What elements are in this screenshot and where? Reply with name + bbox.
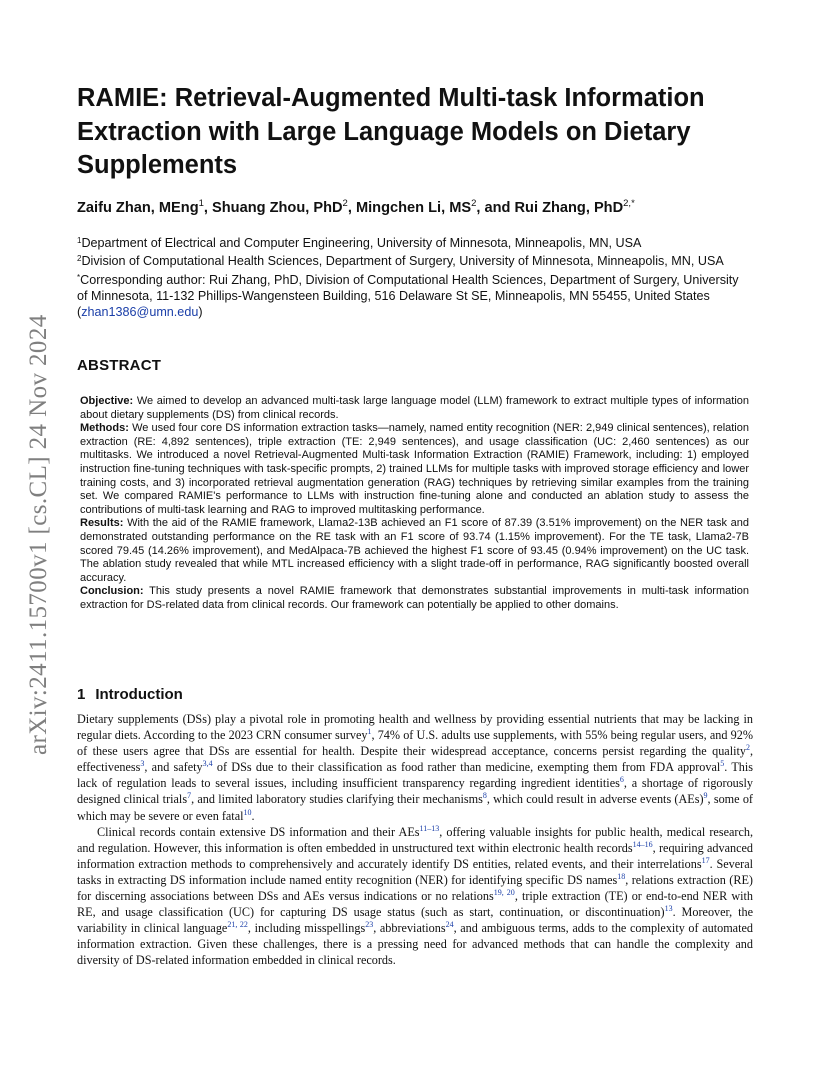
- text-run: of DSs due to their classification as food rather than medicine, exempting them from FDA approval: [212, 760, 721, 775]
- author-list: [77, 194, 777, 218]
- text-run: Dietary supplements (DSs) play a pivotal role in promoting health and wellness by providing essential nutrients that may be lacking in regular diets. According to the 2023 CRN consumer survey: [77, 712, 753, 743]
- citation-link[interactable]: 10: [243, 807, 252, 817]
- citation-link[interactable]: 18: [617, 871, 626, 881]
- introduction-body: [77, 711, 753, 969]
- text-run: .: [251, 808, 255, 823]
- text-run: , and safety: [144, 760, 203, 775]
- text-run: , abbreviations: [373, 921, 446, 936]
- author-4: Rui Zhang, PhD$^{2,*}$: [514, 198, 635, 216]
- citation-link[interactable]: 3,4: [202, 759, 213, 769]
- citation-link[interactable]: 19, 20: [493, 888, 515, 898]
- author-2: Shuang Zhou, PhD$^2$,: [212, 198, 356, 216]
- citation-link[interactable]: 17: [701, 855, 710, 865]
- text-run: , some of which may be severe or even fatal: [77, 792, 753, 823]
- intro-paragraph-2: [77, 824, 753, 969]
- section-heading-introduction: 1 Introduction: [77, 686, 183, 703]
- citation-link[interactable]: 21, 22: [227, 920, 248, 930]
- text-run: , and limited laboratory studies clarifying their mechanisms: [191, 792, 483, 807]
- citation-link[interactable]: 24: [445, 920, 454, 930]
- citation-link[interactable]: 7: [187, 791, 192, 801]
- affiliation-1: $^1$Department of Electrical and Computer Engineering, University of Minnesota, Minneapolis, MN, USA: [77, 236, 642, 250]
- citation-link[interactable]: 11–13: [419, 823, 440, 833]
- text-run: , relations extraction (RE) for discerning associations between DSs and AEs versus indications or no relations: [77, 872, 753, 904]
- citation-link[interactable]: 6: [619, 775, 624, 785]
- citation-link[interactable]: 9: [703, 791, 708, 801]
- text-run: , effectiveness: [77, 744, 753, 775]
- author-1: Zaifu Zhan, MEng$^1$,: [77, 198, 213, 216]
- abstract-conclusion: Conclusion: This study presents a novel RAMIE framework that demonstrates substantial improvements in multi-task information extraction for DS-related data from clinical records. Our framework can potentially be applied to other domains.: [80, 585, 749, 611]
- citation-link[interactable]: 1: [367, 727, 372, 737]
- text-run: Clinical records contain extensive DS information and their AEs: [97, 824, 420, 839]
- paper-title: RAMIE: Retrieval-Augmented Multi-task Information Extraction with Large Language Models on Dietary Supplements: [77, 84, 705, 179]
- text-run: . This lack of regulation leads to several issues, including insufficient transparency regarding ingredient identities: [77, 760, 753, 791]
- abstract-methods: Methods: We used four core DS information extraction tasks—namely, named entity recognition (NER: 2,949 clinical sentences), relation extraction (RE: 4,892 sentences), triple extraction (TE: 2,949 sentences), and usage classification (UC: 2,460 sentences) as our multitasks. We introduced a novel Retrieval-Augmented Multi-task Information Extraction (RAMIE) Framework, including: 1) employed instruction fine-tuning techniques with task-specific prompts, 2) trained LLMs for multiple tasks with improved storage efficiency and lower training costs, and 3) incorporated retrieval augmentation generation (RAG) techniques by retrieving similar examples from the training set. We compared RAMIE's performance to LLMs with instruction fine-tuning alone and conducted an ablation study to assess the contributions of multi-task learning and RAG to improved multitasking performance.: [80, 422, 749, 516]
- citation-link[interactable]: 13: [664, 904, 673, 914]
- citation-link[interactable]: 3: [140, 759, 145, 769]
- text-run: , triple extraction (TE) or end-to-end NER with RE, and usage classification (UC) for capturing DS usage status (such as start, continuation, or discontinuation): [77, 889, 753, 920]
- text-run: , a shortage of rigorously designed clinical trials: [77, 776, 753, 807]
- abstract-results: Results: With the aid of the RAMIE framework, Llama2-13B achieved an F1 score of 87.39 (3.51% improvement) on the NER task and demonstrated outstanding performance on the RE task with an F1 score of 93.74 (1.15% improvement). For the TE task, Llama2-7B scored 79.45 (14.26% improvement), and MedAlpaca-7B achieved the highest F1 score of 93.45 (0.94% improvement) on the UC task. The ablation study revealed that while MTL increased efficiency with a slight trade-off in performance, RAG significantly boosted overall accuracy.: [80, 517, 750, 584]
- affiliations: [77, 233, 749, 320]
- text-run: . Moreover, the variability in clinical language: [77, 905, 753, 936]
- citation-link[interactable]: 8: [482, 791, 487, 801]
- text-run: , 74% of U.S. adults use supplements, with 55% being regular users, and 92% of these users agree that DSs are essential for health. Despite their widespread acceptance, concerns persist regarding the quality: [77, 728, 753, 759]
- text-run: , requiring advanced information extraction methods to comprehensively and accurately identify DS entities, related events, and their interrelations: [77, 840, 753, 871]
- citation-link[interactable]: 14–16: [632, 839, 653, 849]
- text-run: , and ambiguous terms, adds to the complexity of automated information extraction. Given these challenges, there is a pressing need for advanced methods that can handle the complexity and diversity of DS-related information embedded in clinical records.: [77, 921, 753, 968]
- text-run: , including misspellings: [247, 921, 366, 936]
- text-run: . Several tasks in extracting DS information include named entity recognition (NER) for identifying specific DS names: [77, 856, 753, 887]
- email-link[interactable]: zhan1386@umn.edu: [81, 305, 199, 320]
- citation-link[interactable]: 23: [365, 920, 374, 930]
- abstract-heading: ABSTRACT: [77, 357, 162, 374]
- abstract-objective: Objective: We aimed to develop an advanced multi-task large language model (LLM) framework to extract multiple types of information about dietary supplements (DS) from clinical records.: [80, 395, 749, 421]
- text-run: , offering valuable insights for public health, medical research, and regulation. However, this information is often embedded in unstructured text within electronic health records: [77, 824, 754, 855]
- corresponding-author: *Corresponding author: Rui Zhang, PhD, Division of Computational Health Sciences, Department of Surgery, University of Minnesota, 11-132 Phillips-Wangensteen Building, 516 Delaware St SE, Minneapolis, MN 55455, United States (zhan1386@umn.edu): [77, 272, 739, 320]
- arxiv-stamp: arXiv:2411.15700v1 [cs.CL] 24 Nov 2024: [25, 314, 52, 755]
- citation-link[interactable]: 2: [745, 743, 750, 753]
- author-3: Mingchen Li, $MS^2$, and: [355, 198, 515, 216]
- abstract-body: [80, 395, 749, 613]
- text-run: , which could result in adverse events (AEs): [486, 792, 704, 807]
- intro-paragraph-1: [77, 711, 753, 824]
- citation-link[interactable]: 5: [720, 759, 725, 769]
- affiliation-2: $^2$Division of Computational Health Sciences, Department of Surgery, University of Minnesota, Minneapolis, MN, USA: [77, 254, 724, 269]
